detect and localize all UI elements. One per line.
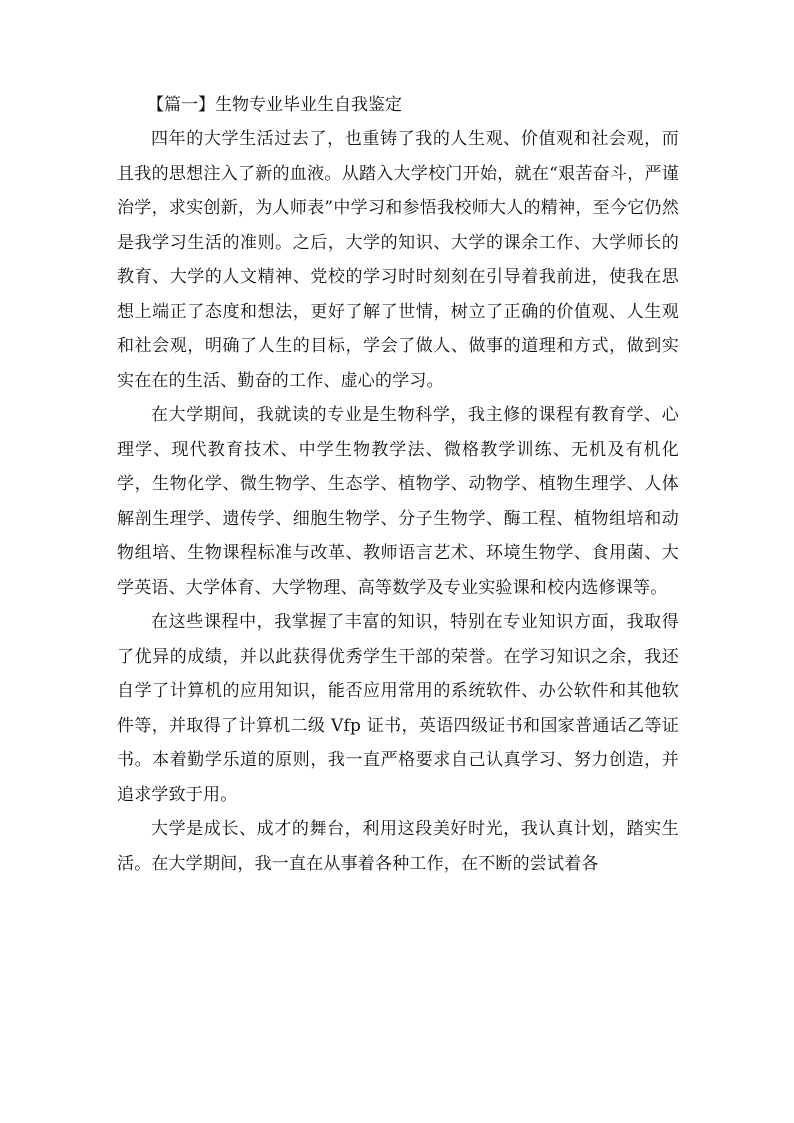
paragraph-4: 大学是成长、成才的舞台，利用这段美好时光，我认真计划，踏实生活。在大学期间，我一直在从事着各种工作，在不断的尝试着各 [117, 819, 679, 874]
paragraph-1: 四年的大学生活过去了，也重铸了我的人生观、价值观和社会观，而且我的思想注入了新的血液。从踏入大学校门开始，就在“艰苦奋斗，严谨治学，求实创新，为人师表”中学习和参悟我校师大人的精神，至今它仍然是我学习生活的准则。之后，大学的知识、大学的课余工作、大学师长的教育、大学的人文精神、党校的学习时时刻刻在引导着我前进，使我在思想上端正了态度和想法，更好了解了世情，树立了正确的价值观、人生观和社会观，明确了人生的目标，学会了做人、做事的道理和方式，做到实实在在的生活、勤奋的工作、虚心的学习。 [117, 129, 679, 391]
paragraph-3: 在这些课程中，我掌握了丰富的知识，特别在专业知识方面，我取得了优异的成绩，并以此获得优秀学生干部的荣誉。在学习知识之余，我还自学了计算机的应用知识，能否应用常用的系统软件、办公软件和其他软件等，并取得了计算机二级 Vfp 证书，英语四级证书和国家普通话乙等证书。本着勤学乐道的原则，我一直严格要求自己认真学习、努力创造，并追求学致于用。 [117, 612, 679, 805]
document-body [117, 90, 679, 881]
document-heading: 【篇一】生物专业毕业生自我鉴定 [147, 95, 402, 115]
paragraph-2: 在大学期间，我就读的专业是生物科学，我主修的课程有教育学、心理学、现代教育技术、中学生物教学法、微格教学训练、无机及有机化学，生物化学、微生物学、生态学、植物学、动物学、植物生理学、人体解剖生理学、遗传学、细胞生物学、分子生物学、酶工程、植物组培和动物组培、生物课程标准与改革、教师语言艺术、环境生物学、食用菌、大学英语、大学体育、大学物理、高等数学及专业实验课和校内选修课等。 [117, 405, 679, 598]
